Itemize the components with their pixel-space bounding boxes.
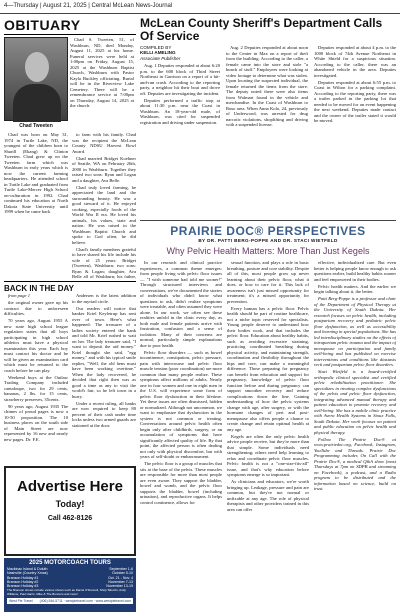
obituary-paragraph: Chad truly loved farming, he appreciated the land and the surrounding beauty. He was a good steward of it. He enjoyed cooking, especially foods of the World War II era. He loved his animals, his values, state and nation. He was raised in the Washburn Baptist Church and spoke to God often, he did believe. (72, 184, 136, 245)
back-col1 (4, 293, 68, 463)
ad-line1: Advertise Here (17, 478, 123, 495)
back-col2 (72, 293, 136, 463)
prairie-paragraph: As clinicians and educators, we're worth bringing up. Leakage, pressure and pain are common, but they're not normal or unfixable at any age. The role of physical therapists and other providers trained in this area can offer (227, 479, 309, 512)
prairie-paragraph: Kegels are often the only pelvic health advice people receive, but they're more than that simple. Some individuals need strengthening; others need help learning to relax and coordinate pelvic floor muscles. Pelvic health is not a "one-size-fits-all" issue, and that's why education before symptoms emerge is so important. (227, 433, 309, 477)
obituary-paragraph: to farm with his family. Chad was the recipient the McLean County NDSU Harvest Bowl Award. (72, 132, 136, 154)
tour-name: Branson Holiday #2 (7, 579, 39, 584)
obituary-section-title: OBITUARY (4, 17, 136, 35)
tour-date: October 5-10 (112, 571, 133, 576)
sheriff-col-a (140, 63, 220, 218)
obituary-col2 (72, 132, 136, 280)
tour-name: Nashville (Country Xmas) (7, 571, 48, 576)
sheriff-article-title: McLean County Sheriff's Department Calls Of Service (140, 16, 383, 43)
sheriff-paragraph: Aug. 2 Deputies responded at about noon to the Center in Max on a report of theft from the building. According to the caller, a female came into the store and stole "a bunch of stuff." Employees were looking at video footage to determine what was stolen. Upon locating the suspected individual, the female returned the items from the store. The deputy noted there were also items from Walmart found in the vehicle and merchandise. In the Coast of Washburn to Ruso area. When Anna Kolo, 24, previously of Underwood, was arrested for drug narcotic violations, shoplifting and driving with a suspended license. (226, 45, 308, 127)
prairie-col-c (314, 260, 396, 612)
sheriff-paragraph: Deputies performed a traffic stop at about 11:30 p.m. near the Coast in Washburn. An 18-year-old male, of Washburn, was cited for suspended registration and driving under suspension. (140, 97, 220, 125)
obituary-paragraph: Chad's family members grateful to have shared his life include his wife of 25 years: Bridget (Tweeten), Washburn; two sons: Ryan & Logan; daughter, Ava Belle all of Washburn; his father, (72, 246, 136, 279)
ad-line2: Today! (55, 499, 85, 509)
obituary-paragraph: Chad was born on May 31, 1974 in Turtle Lake, ND, the youngest of the children born to Sharill (Ekang) & Clinton Tweeten. Chad grew up on the Tweeten farm which was Washburn in early years which is now the current farming headquarters. He attended school in Turtle Lake and graduated from Turtle Lake-Mercer High School on-culturation in 1992. Chad continued his education at North Dakota State University until 1999 when he came back (4, 132, 68, 214)
sheriff-col-c (314, 45, 396, 218)
author-bio: Staci Wietfeld is a board-certified orthopedic clinical specialist and certified pelvic rehabilitation practitioner. She specializes in treating complex dysfunctions of the pelvis and pelvic floor dysfunction, integrating advanced manual therapy and patient education to promote recovery and well-being. She has a mobile clinic practice with Avera Health Systems in Sioux Falls, South Dakota. Her work focuses on patient and public education on pelvic health and physical therapy. (314, 369, 396, 435)
sheriff-paragraph: Deputies responded at about 4 p.m. to the 1000 block of 74th Avenue Northeast in White Shield for a suspicious situation. According to the caller, there was an abandoned vehicle in the area. Deputies investigated. (314, 45, 396, 78)
tour-name: Branson Holiday #3 (7, 584, 39, 589)
prairie-paragraph: Pelvic health matters. And the earlier we begin talking about it, the better. (314, 283, 396, 294)
byline-role: Associate Publisher (140, 55, 181, 61)
byline-prefix: COMPILED BY (140, 45, 172, 50)
sheriff-byline (140, 45, 210, 61)
back-paragraph: Our readers will notice that banker Kriel Keyletrup has sent over of town. Here's what happened: The treasurer of a ladies society entered the bank and told Mr. Kriel rushed to wait on her. The lady treasurer said, "I want to deposit the aid money." Kriel thought she said, "egg money," and with his typical smile replies, "Well, the old hens must have been working overtime." When the lady recovered, he decided that right then was as good a time as any to visit the world's fair, so he left town in a hurry. (72, 305, 136, 399)
byline-name: KELLI AMELING (140, 50, 176, 56)
prairie-doc-title: PRAIRIE DOC® PERSPECTIVES (170, 224, 366, 238)
back-paragraph: the original owner gave up his contract due to unforeseen difficulties. (4, 300, 68, 316)
tour-name: Mackinac Island & Duluth (7, 567, 48, 571)
prairie-paragraph: Every human has a pelvic floor. Pelvic health should be part of routine healthcare, not a niche topic reserved for specialists. Young people deserve to understand how their bodies work, and that includes the pelvic floor. Education about healthy habits, such as avoiding excessive straining, practicing coordinated breathing during physical activity, and maintaining strength, coordination and flexibility throughout the hips and core, can make a meaningful difference. Those preparing for pregnancy can benefit from education and support for pregnancy, knowledge of pelvic floor function before and during pregnancy can support smoother recovery and reduce complications down the line. Gaining understanding of how the pelvic systems change with age, after surgery, or with the hormone changes of peri and post-menopause also offers people a chance to create change and retain optimal health at any age. (227, 305, 309, 432)
back-paragraph: 70 years ago, August 1955 A new state high school league regulation states that all boys participating in high school athletics must have a physical examination this year. Each boy must contact his doctor and he will be given an examination card which must be returned to the coach before he can play. (4, 318, 68, 373)
sheriff-paragraph: Deputies responded at about 6:55 p.m. to Coast in Wilton for a parking complaint. According to the reporting party, there was a trailer parked in the parking lot that needed to be moved for an event happening the next weekend. Deputies made contact and the owner of the trailer stated it would be moved. (314, 79, 396, 123)
back-paragraph: Andersen is the latest addition to the myriad circle. (72, 293, 136, 304)
back-subtitle: from page 1 (8, 293, 31, 298)
travel-logo-text: West Pie Travel (9, 598, 33, 603)
prairie-paragraph: effective, individualized care. But even better is helping people know enough to ask questions earlier, build healthy habits sooner and feel empowered in their bodies. (314, 260, 396, 282)
prairie-paragraph: Pelvic floor disorders — such as bowel incontinence, constipation, pelvic pressure, pain with intercourse and pelvic floor muscle tension (poor coordination) are more common than many people realize. These symptoms affect millions of adults. Nearly one in four women and one in eight men in the U.S. will experience some form of pelvic floor dysfunction in their lifetime. Yet these issues are often dismissed, hidden or normalized. Although not uncommon, we want to emphasize that dysfunction in the system is not common or treating. Conversations around pelvic health often begin only after childbirth, surgery, or an accumulation of symptoms that have significantly affected quality of life. By that point, the affected person is often dealing not only with physical discomfort, but with years of self-doubt or embarrassment. (140, 349, 222, 459)
sheriff-paragraph: Aug. 1 Deputies responded at about 6:20 p.m. to the 600 block of Third Street Northeast in Garrison on a report of a hit-and-run crash. According to the reporting party, a neighbor hit their boat and drove off. Deputies are investigating the incident. (140, 63, 220, 96)
back-paragraph: Weekend buys at the Outlaw Trading Company included cantaloupe, two for 29 cents, bananas, 2 lbs. for 15 cents, strawberry preserves, 35cents. (4, 374, 68, 402)
tour-date: September 1-6 (109, 567, 133, 571)
prairie-doc-headline: Why Pelvic Health Matters: More Than Just Kegels (166, 246, 370, 256)
tour-contact (7, 598, 133, 604)
back-paragraph: Under a recent ruling, all banks are now required to keep 80 percent of their cash under time locks unless two armed guards are stationed at the door. (72, 400, 136, 428)
obituary-paragraph: Chad S. Tweeten, 51, of Washburn, ND, died Monday, August 11, 2025 at his home. Funeral services were held at 1:00pm on Friday, August 15, 2025 at the Washburn Baptist Church, Washburn with Pastor Kayla Buckley officiating. Burial will be in the Riverview Lake Cemetery. There will be a remembrance service at 7:00pm on Thursday, August 14, 2025 at the church. (70, 37, 134, 108)
back-in-the-day-title: BACK IN THE DAY (4, 281, 136, 293)
prairie-paragraph: In our research and clinical practice experiences, a common theme emerges: from people living with pelvic floor issues — "I wish someone had told me sooner!" Through structured interviews and conversations, we've documented the stories of individuals who didn't know what questions to ask, didn't realize symptoms were treatable, and often assumed they were alone. In our work, we often see these realities unfold in the clinic every day, as both male and female patients arrive with frustration, confusion and a sense of isolation. Many of their concerns are normal, particularly simple explanations due to poor health. (140, 260, 222, 348)
author-bio: Patti Berg-Poppe is a professor and chair of the Department of Physical Therapy at the University of South Dakota. Her research focuses on pelvic health, including postpartum recovery and pediatric pelvic floor dysfunction, as well as accessibility and learning in special populations. She has led interdisciplinary studies on the effects of intrapartum pelvic trauma and the impact of menopause on participation and family well-being and has published on exercise interventions and conditions like diastasis recti and postpartum pelvic floor disorders. (314, 296, 396, 367)
ad-phone: Call 462-8126 (47, 515, 93, 522)
motorcoach-title: 2025 MOTORCOACH TOURS (29, 560, 111, 566)
prairie-doc-byline: BY DR. PATTI BERG-POPPE AND DR. STACI WIETFELD (198, 238, 338, 243)
tour-date: November 7-13 (108, 579, 133, 584)
prairie-paragraph: The pelvic floor is a group of muscles that sits at the base of the pelvis. These muscles are responsible for more than most people are even aware. They support the bladder, bowel and womb, and the pelvic floor supports the bladder, bowel (including urination), and reproductive organs. It helps control continence, allows for (140, 461, 222, 505)
page-header: 4—Thursday | August 21, 2025 | Central McLean News-Journal (0, 0, 400, 14)
tour-date: Oct. 21 - Nov. 4 (108, 575, 133, 580)
tour-date: November 13-19 (106, 584, 133, 589)
obituary-photo (4, 37, 68, 121)
motorcoach-tours-ad (4, 558, 136, 612)
obituary-col1-top (70, 37, 134, 131)
travel-contact-info: (406) 546-5711 · westpietravel.com · www.westpietravel.com (39, 598, 131, 603)
prairie-col-b (227, 260, 309, 612)
photo-body (13, 84, 61, 122)
photo-face (25, 52, 49, 82)
obituary-paragraph: Chad married Bridget Koehner of Seattle, WA on February 26th, 2000 in Washburn. Together they raised two sons: Ryan and Logan and a daughter, Ava Belle. (72, 155, 136, 183)
photo-caption: Chad Tweeten (19, 123, 53, 129)
tour-name: Branson Holiday #1 (7, 575, 39, 580)
prairie-col-a (140, 260, 222, 612)
advertise-here-ad (4, 466, 136, 556)
obituary-col1-bottom (4, 132, 68, 280)
tour-note: The Branson shows include various shows such as Daniel O'Donnell, Shoji Tabuchi, Andy Williams, Paul Harris, Mike & The Bonners and more! (7, 588, 126, 597)
section-divider (140, 220, 396, 221)
back-paragraph: 90 years ago, August 1935 The chimes of proud pages is now a 10-50 proposition. The 10 business places on the south side of Main Street are now represented by 16 new and nearly new pages. Dr. F.E. (4, 403, 68, 442)
prairie-doc-footer: Follow The Prairie Doc® at www.prairiedoc.org, Facebook, Instagram, YouTube and Threads. Prairie Doc Programming includes On Call with the Prairie Doc®, a medical Q&A show (most Thursdays at 7pm on SDPB and streaming on Facebook), a podcast, and a Radio program to be distributed and the information based on science, build on trust. (314, 436, 396, 491)
prairie-paragraph: sexual function, and plays a role in basic breathing, posture and core stability. Despite all of this, most people grow up never learning about their pelvic floor, what it does, or how to care for it. This lack of awareness isn't just missed opportunity for treatment; it's a missed opportunity for prevention. (227, 260, 309, 304)
sheriff-col-b (226, 45, 308, 218)
